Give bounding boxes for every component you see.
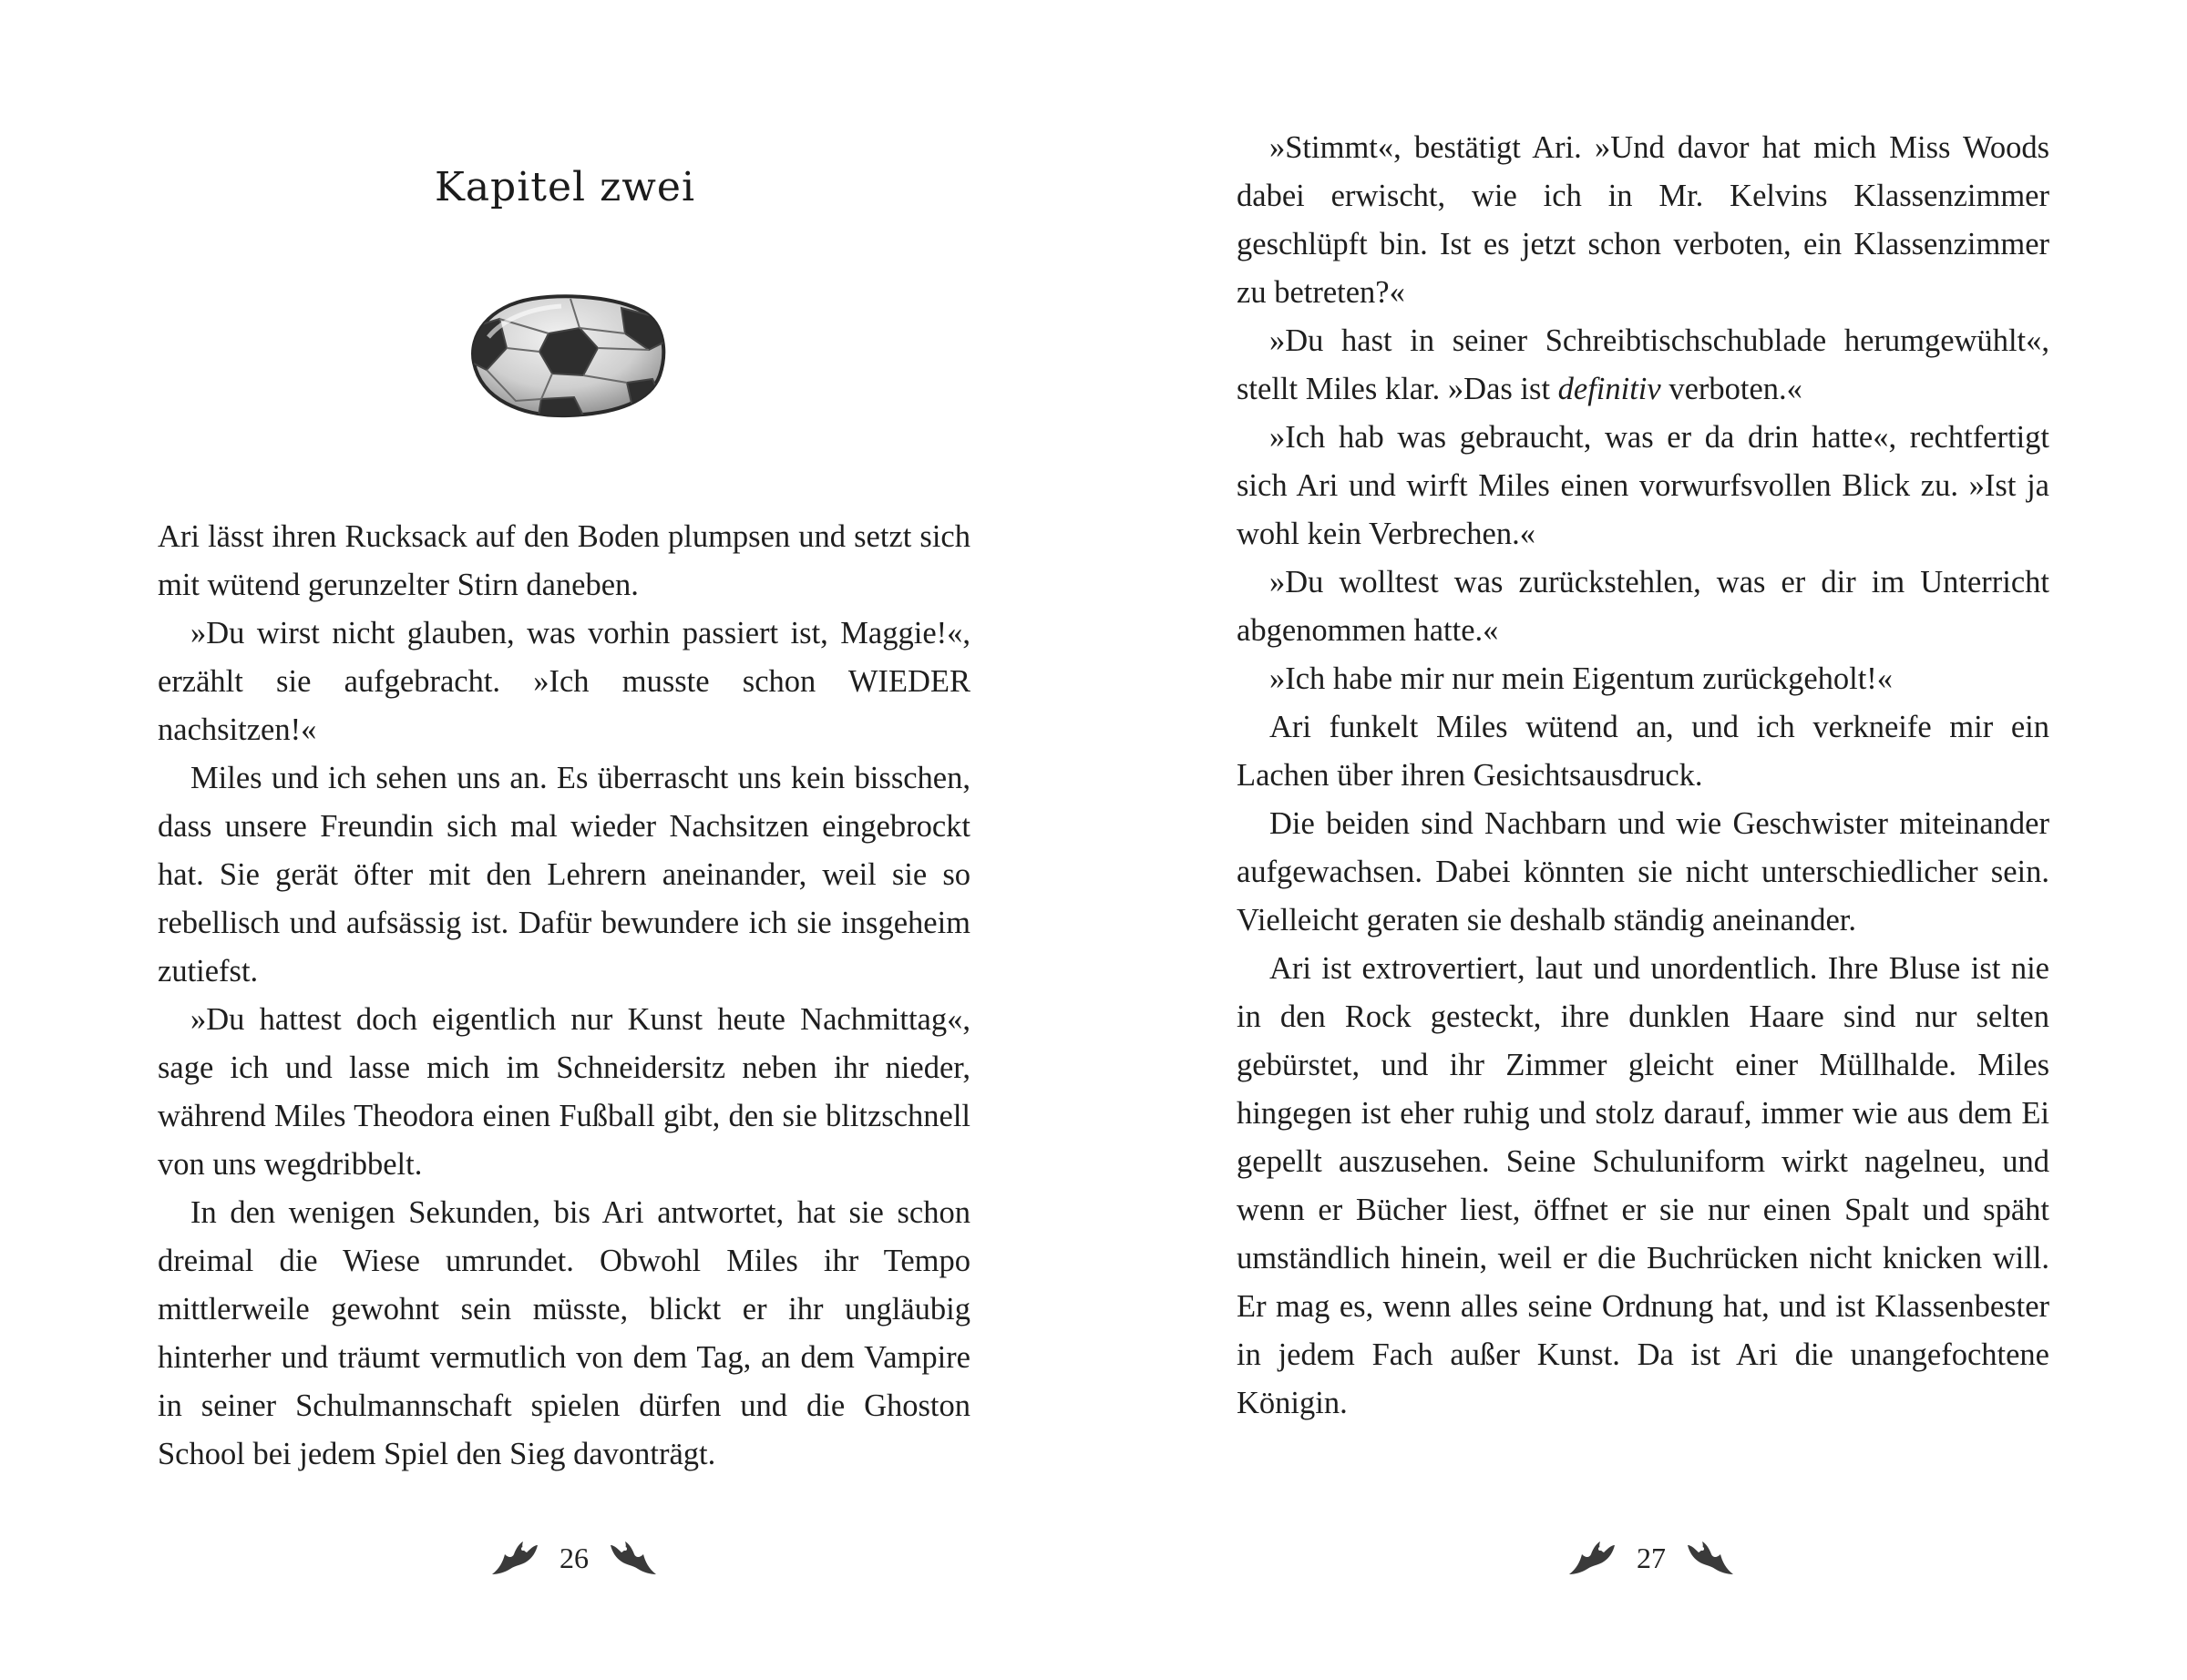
- bat-icon: [490, 1538, 541, 1578]
- paragraph-text: verboten.«: [1660, 372, 1802, 406]
- paragraph: »Ich hab was gebraucht, was er da drin hatte«, rechtfertigt sich Ari und wirft Miles einen vorwurfsvollen Blick zu. »Ist ja wohl kein Verbrechen.«: [1237, 420, 2049, 551]
- bat-icon: [1567, 1538, 1618, 1578]
- emphasized-word: definitiv: [1557, 372, 1661, 406]
- right-page: [1094, 0, 2187, 1680]
- soccer-ball-icon: [461, 292, 669, 419]
- page-number-footer: [490, 1531, 658, 1585]
- paragraph: Ari funkelt Miles wütend an, und ich verkneife mir ein Lachen über ihren Gesichtsausdruck.: [1237, 710, 2049, 793]
- paragraph: Die beiden sind Nachbarn und wie Geschwister miteinander aufgewachsen. Dabei könnten sie nicht unterschiedlicher sein. Vielleicht geraten sie deshalb ständig aneinander.: [1237, 806, 2049, 937]
- paragraph: »Du hattest doch eigentlich nur Kunst heute Nachmittag«, sage ich und lasse mich im Schneidersitz neben ihr nieder, während Miles Theodora einen Fußball gibt, den sie blitzschnell von uns wegdribbelt.: [158, 1002, 970, 1182]
- left-body-text: [158, 513, 970, 1479]
- page-number: 26: [560, 1541, 589, 1574]
- page-number: 27: [1637, 1541, 1666, 1574]
- paragraph: »Stimmt«, bestätigt Ari. »Und davor hat mich Miss Woods dabei erwischt, wie ich in Mr. Kelvins Klassenzimmer geschlüpft bin. Ist es jetzt schon verboten, ein Klassenzimmer zu betreten?«: [1237, 130, 2049, 310]
- bat-icon: [1684, 1538, 1735, 1578]
- paragraph-text: »Du hast in seiner Schreibtischschublade herumgewühlt«, stellt Miles klar. »Das ist: [1237, 323, 2049, 406]
- paragraph: Miles und ich sehen uns an. Es überrascht uns kein bisschen, dass unsere Freundin sich mal wieder Nachsitzen eingebrockt hat. Sie gerät öfter mit den Lehrern aneinander, weil sie so rebellisch und aufsässig ist. Dafür bewundere ich sie insgeheim zutiefst.: [158, 761, 970, 989]
- chapter-title: Kapitel zwei: [434, 164, 696, 210]
- paragraph: [1237, 317, 2049, 414]
- bat-icon: [607, 1538, 658, 1578]
- paragraph: In den wenigen Sekunden, bis Ari antwortet, hat sie schon dreimal die Wiese umrundet. Obwohl Miles ihr Tempo mittlerweile gewohnt sein müsste, blickt er ihr ungläubig hinterher und träumt vermutlich von dem Tag, an dem Vampire in seiner Schulmannschaft spielen dürfen und die Ghoston School bei jedem Spiel den Sieg davonträgt.: [158, 1195, 970, 1471]
- paragraph: Ari lässt ihren Rucksack auf den Boden plumpsen und setzt sich mit wütend gerunzelter Stirn daneben.: [158, 519, 970, 602]
- paragraph: »Du wirst nicht glauben, was vorhin passiert ist, Maggie!«, erzählt sie aufgebracht. »Ich musste schon WIEDER nachsitzen!«: [158, 616, 970, 747]
- paragraph: Ari ist extrovertiert, laut und unordentlich. Ihre Bluse ist nie in den Rock gesteckt, ihre dunklen Haare sind nur selten gebürstet, und ihr Zimmer gleicht einer Müllhalde. Miles hingegen ist eher ruhig und stolz darauf, immer wie aus dem Ei gepellt auszusehen. Seine Schuluniform wirkt nagelneu, und wenn er Bücher liest, öffnet er sie nur einen Spalt und späht umständlich hinein, weil er die Buchrücken nicht knicken will. Er mag es, wenn alles seine Ordnung hat, und ist Klassenbester in jedem Fach außer Kunst. Da ist Ari die unangefochtene Königin.: [1237, 951, 2049, 1420]
- paragraph: »Du wolltest was zurückstehlen, was er dir im Unterricht abgenommen hatte.«: [1237, 565, 2049, 648]
- paragraph: »Ich habe mir nur mein Eigentum zurückgeholt!«: [1269, 661, 1894, 696]
- right-body-text: [1237, 124, 2049, 1428]
- page-number-footer: [1567, 1531, 1735, 1585]
